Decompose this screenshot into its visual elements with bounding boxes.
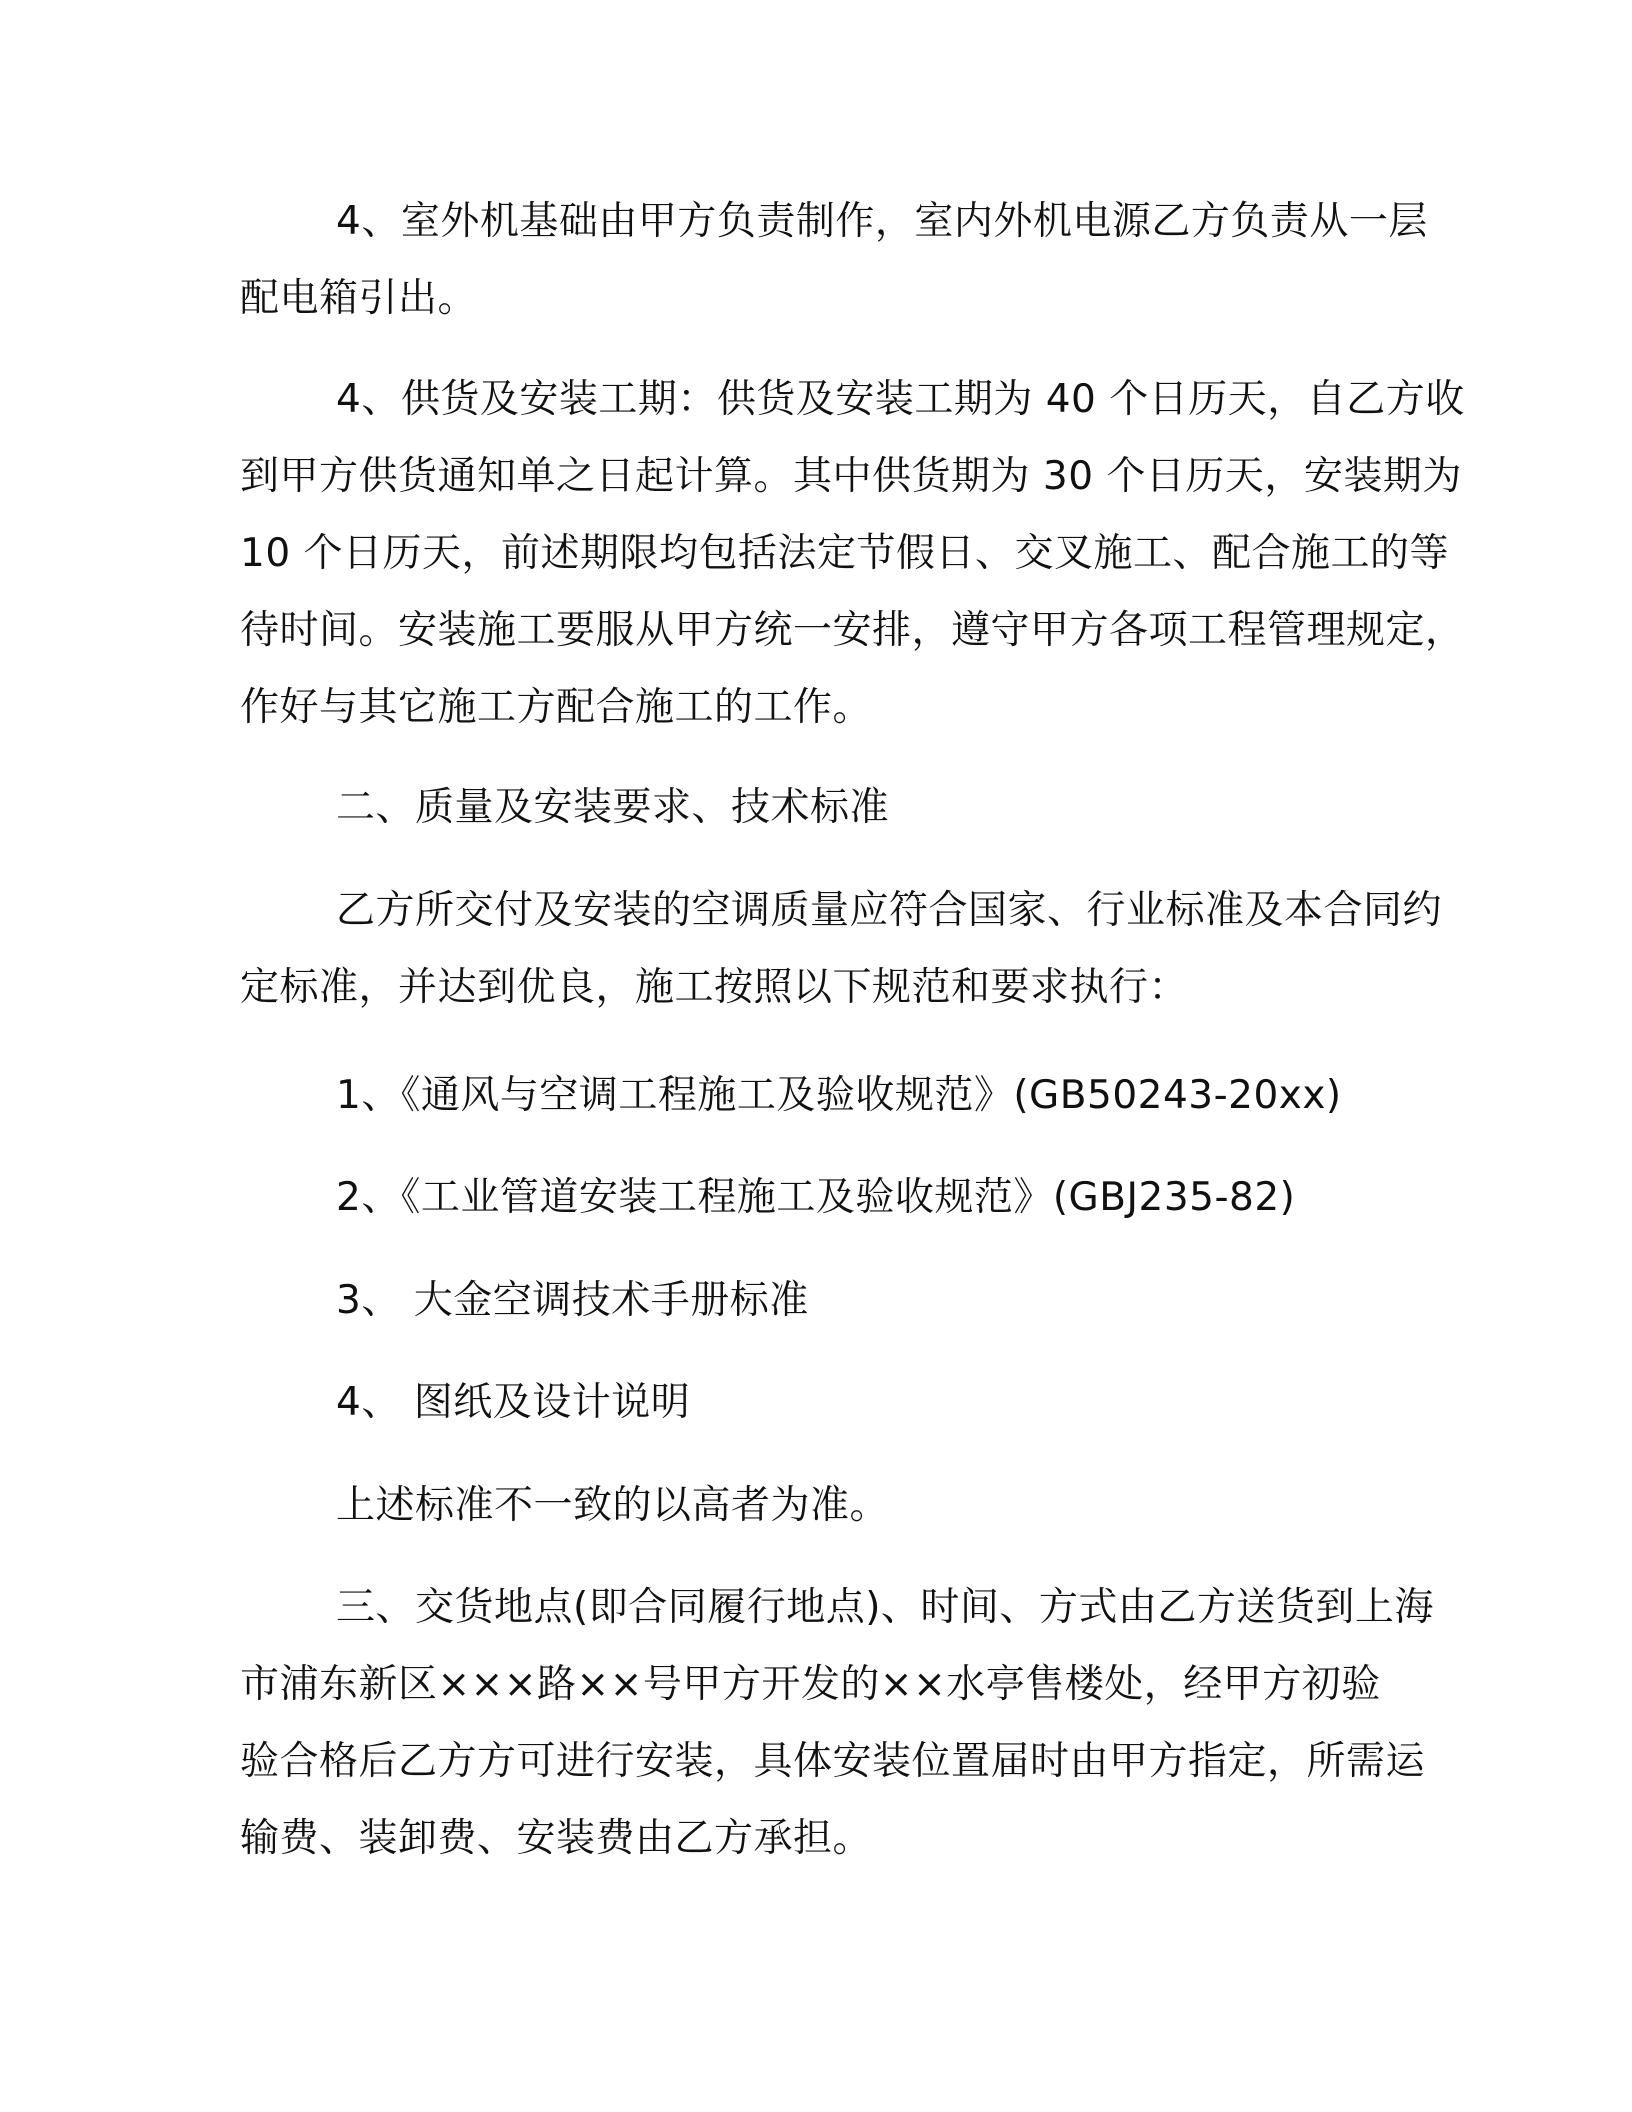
text-line: 市浦东新区×××路××号甲方开发的××水亭售楼处，经甲方初验 [240,1662,1381,1707]
text-line: 3、 大金空调技术手册标准 [336,1278,809,1323]
text-line: 输费、装卸费、安装费由乙方承担。 [240,1816,873,1861]
text-line: 验合格后乙方方可进行安装，具体安装位置届时由甲方指定，所需运 [240,1739,1426,1784]
list-item-standard-4 [240,1364,1400,1441]
text-line: 定标准，并达到优良，施工按照以下规范和要求执行： [240,965,1189,1010]
text-line: 10 个日历天，前述期限均包括法定节假日、交叉施工、配合施工的等 [240,531,1450,576]
list-item-standard-3 [240,1262,1400,1339]
list-item-standard-1 [240,1057,1400,1134]
list-item-standard-2 [240,1159,1400,1236]
text-line: 配电箱引出。 [240,276,478,321]
text-line: 4、供货及安装工期：供货及安装工期为 40 个日历天，自乙方收 [336,377,1465,422]
text-line: 4、室外机基础由甲方负责制作，室内外机电源乙方负责从一层 [336,199,1428,244]
text-line: 作好与其它施工方配合施工的工作。 [240,685,873,730]
text-line: 乙方所交付及安装的空调质量应符合国家、行业标准及本合同约 [336,888,1443,933]
paragraph-supply-installation-period [240,361,1465,746]
text-line: 待时间。安装施工要服从甲方统一安排，遵守甲方各项工程管理规定， [240,608,1465,653]
text-line: 上述标准不一致的以高者为准。 [336,1483,890,1528]
text-line: 2、《工业管道安装工程施工及验收规范》(GBJ235-82) [336,1175,1296,1220]
text-line: 二、质量及安装要求、技术标准 [336,785,890,830]
paragraph-delivery-location [240,1569,1434,1877]
text-line: 4、 图纸及设计说明 [336,1380,691,1425]
text-line: 1、《通风与空调工程施工及验收规范》(GB50243-20xx) [336,1073,1342,1118]
paragraph-higher-standard-rule [240,1467,1400,1544]
text-line: 三、交货地点(即合同履行地点)、时间、方式由乙方送货到上海 [336,1585,1434,1630]
section-heading-quality-standards [240,769,1400,846]
text-line: 到甲方供货通知单之日起计算。其中供货期为 30 个日历天，安装期为 [240,454,1462,499]
paragraph-outdoor-unit-foundation [240,183,1428,337]
paragraph-quality-requirements [240,872,1443,1026]
